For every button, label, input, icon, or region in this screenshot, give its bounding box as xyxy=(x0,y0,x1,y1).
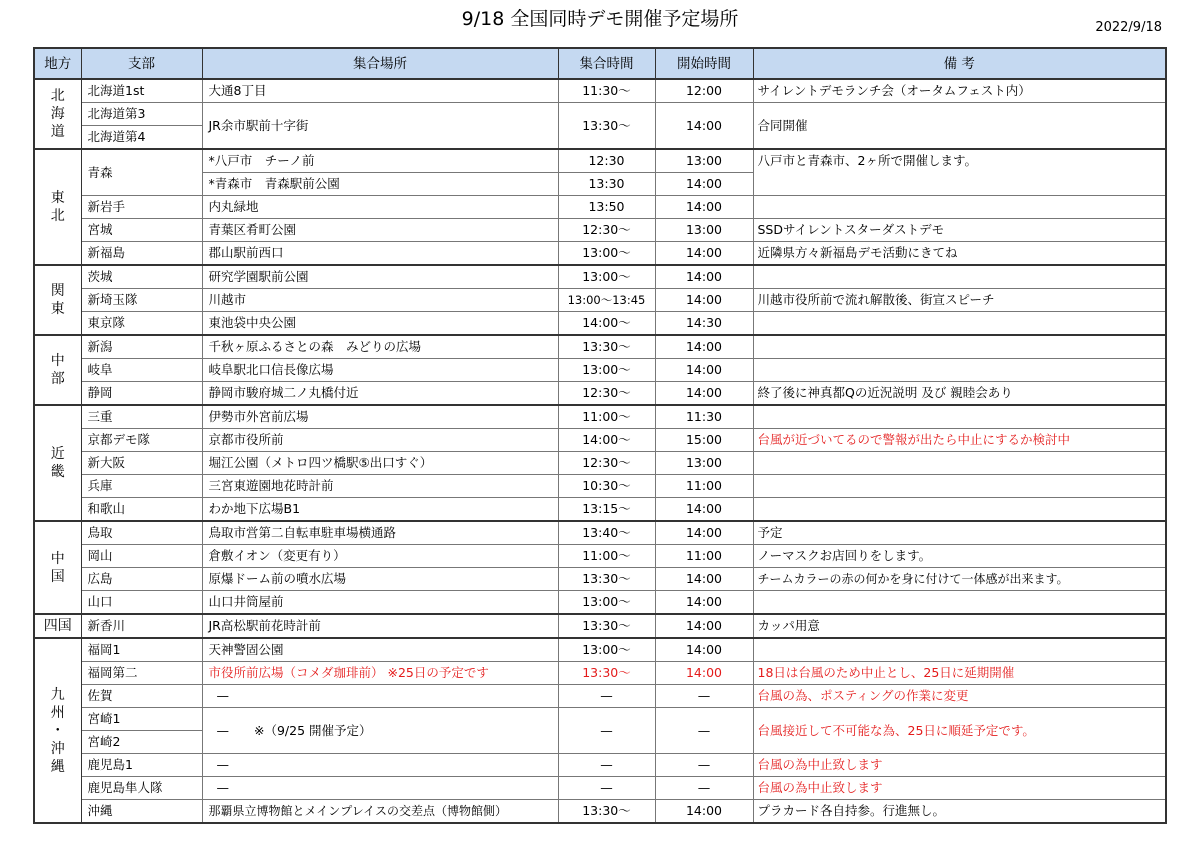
place-cell: 岐阜駅北口信長像広場 xyxy=(202,359,558,382)
branch-cell: 静岡 xyxy=(81,382,202,406)
branch-cell: 新潟 xyxy=(81,335,202,359)
place-cell: わか地下広場B1 xyxy=(202,498,558,522)
note-cell: 台風が近づいてるので警報が出たら中止にするか検討中 xyxy=(753,429,1166,452)
start-time-cell: 13:00 xyxy=(655,149,753,173)
gather-time-cell: 13:40〜 xyxy=(558,521,655,545)
branch-cell: 山口 xyxy=(81,591,202,615)
start-time-cell: 14:00 xyxy=(655,591,753,615)
place-cell: — xyxy=(202,777,558,800)
start-time-cell: 11:00 xyxy=(655,475,753,498)
table-header-row xyxy=(34,48,1166,79)
place-cell: 堀江公園（メトロ四ツ橋駅⑤出口すぐ） xyxy=(202,452,558,475)
place-cell: 東池袋中央公園 xyxy=(202,312,558,336)
place-cell: 那覇県立博物館とメインプレイスの交差点（博物館側） xyxy=(202,800,558,824)
table-row xyxy=(34,103,1166,126)
place-cell: 川越市 xyxy=(202,289,558,312)
place-cell: 研究学園駅前公園 xyxy=(202,265,558,289)
start-time-cell: 14:00 xyxy=(655,382,753,406)
gather-time-cell: — xyxy=(558,754,655,777)
document-date: 2022/9/18 xyxy=(1095,20,1162,35)
table-row xyxy=(34,568,1166,591)
branch-cell: 青森 xyxy=(81,149,202,196)
place-cell: 大通8丁目 xyxy=(202,79,558,103)
gather-time-cell: 13:30〜 xyxy=(558,335,655,359)
table-row xyxy=(34,405,1166,429)
region-kyushu-okinawa: 九 州 ・ 沖 縄 xyxy=(34,638,81,823)
table-row xyxy=(34,312,1166,336)
branch-cell: 沖縄 xyxy=(81,800,202,824)
place-cell: 伊勢市外宮前広場 xyxy=(202,405,558,429)
start-time-cell: 13:00 xyxy=(655,452,753,475)
branch-cell: 岡山 xyxy=(81,545,202,568)
start-time-cell: — xyxy=(655,685,753,708)
branch-cell: 北海道第4 xyxy=(81,126,202,150)
branch-cell: 茨城 xyxy=(81,265,202,289)
table-row xyxy=(34,359,1166,382)
table-row xyxy=(34,800,1166,824)
table-row xyxy=(34,382,1166,406)
start-time-cell: 14:00 xyxy=(655,242,753,266)
table-row xyxy=(34,149,1166,173)
place-cell: JR高松駅前花時計前 xyxy=(202,614,558,638)
start-time-cell: 14:00 xyxy=(655,662,753,685)
place-cell: *青森市 青森駅前公園 xyxy=(202,173,558,196)
branch-cell: 鹿児島1 xyxy=(81,754,202,777)
gather-time-cell: 11:30〜 xyxy=(558,79,655,103)
note-cell: 合同開催 xyxy=(753,103,1166,150)
gather-time-cell: — xyxy=(558,708,655,754)
column-header-place: 集合場所 xyxy=(202,48,558,79)
gather-time-cell: 13:00〜 xyxy=(558,638,655,662)
gather-time-cell: 11:00〜 xyxy=(558,405,655,429)
table-row xyxy=(34,662,1166,685)
note-cell xyxy=(753,475,1166,498)
note-cell xyxy=(753,405,1166,429)
branch-cell: 鳥取 xyxy=(81,521,202,545)
branch-cell: 和歌山 xyxy=(81,498,202,522)
gather-time-cell: — xyxy=(558,685,655,708)
start-time-cell: 14:00 xyxy=(655,196,753,219)
note-cell: 台風の為中止致します xyxy=(753,754,1166,777)
table-row xyxy=(34,498,1166,522)
start-time-cell: 12:00 xyxy=(655,79,753,103)
place-cell: 三宮東遊園地花時計前 xyxy=(202,475,558,498)
note-cell xyxy=(753,452,1166,475)
branch-cell: 佐賀 xyxy=(81,685,202,708)
start-time-cell: 14:00 xyxy=(655,498,753,522)
gather-time-cell: 13:50 xyxy=(558,196,655,219)
start-time-cell: 13:00 xyxy=(655,219,753,242)
table-row xyxy=(34,685,1166,708)
start-time-cell: 14:00 xyxy=(655,103,753,150)
gather-time-cell: 13:15〜 xyxy=(558,498,655,522)
table-row xyxy=(34,196,1166,219)
gather-time-cell: 12:30〜 xyxy=(558,382,655,406)
start-time-cell: 14:00 xyxy=(655,173,753,196)
place-cell: 倉敷イオン（変更有り） xyxy=(202,545,558,568)
branch-cell: 北海道1st xyxy=(81,79,202,103)
gather-time-cell: — xyxy=(558,777,655,800)
column-header-branch: 支部 xyxy=(81,48,202,79)
schedule-table xyxy=(33,47,1167,824)
branch-cell: 宮崎1 xyxy=(81,708,202,731)
branch-cell: 鹿児島隼人隊 xyxy=(81,777,202,800)
column-header-start-time: 開始時間 xyxy=(655,48,753,79)
gather-time-cell: 13:30 xyxy=(558,173,655,196)
start-time-cell: 14:00 xyxy=(655,568,753,591)
region-chugoku: 中 国 xyxy=(34,521,81,614)
table-row xyxy=(34,289,1166,312)
note-cell: 18日は台風のため中止とし、25日に延期開催 xyxy=(753,662,1166,685)
start-time-cell: 11:30 xyxy=(655,405,753,429)
region-tohoku: 東 北 xyxy=(34,149,81,265)
gather-time-cell: 13:30〜 xyxy=(558,568,655,591)
place-cell: 天神警固公園 xyxy=(202,638,558,662)
start-time-cell: 14:00 xyxy=(655,800,753,824)
note-cell xyxy=(753,591,1166,615)
table-row xyxy=(34,335,1166,359)
note-cell: サイレントデモランチ会（オータムフェスト内） xyxy=(753,79,1166,103)
place-cell: *八戸市 チーノ前 xyxy=(202,149,558,173)
branch-cell: 福岡1 xyxy=(81,638,202,662)
table-row xyxy=(34,591,1166,615)
table-row xyxy=(34,708,1166,731)
start-time-cell: 14:00 xyxy=(655,614,753,638)
place-cell: 青葉区肴町公園 xyxy=(202,219,558,242)
branch-cell: 東京隊 xyxy=(81,312,202,336)
table-row xyxy=(34,521,1166,545)
gather-time-cell: 14:00〜 xyxy=(558,312,655,336)
start-time-cell: 14:30 xyxy=(655,312,753,336)
gather-time-cell: 11:00〜 xyxy=(558,545,655,568)
table-row xyxy=(34,452,1166,475)
place-cell: 山口井筒屋前 xyxy=(202,591,558,615)
start-time-cell: 14:00 xyxy=(655,638,753,662)
place-cell: 鳥取市営第二自転車駐車場横通路 xyxy=(202,521,558,545)
region-kinki: 近 畿 xyxy=(34,405,81,521)
table-row xyxy=(34,777,1166,800)
start-time-cell: — xyxy=(655,754,753,777)
branch-cell: 北海道第3 xyxy=(81,103,202,126)
note-cell: ノーマスクお店回りをします。 xyxy=(753,545,1166,568)
gather-time-cell: 13:00〜 xyxy=(558,591,655,615)
table-row xyxy=(34,219,1166,242)
start-time-cell: 14:00 xyxy=(655,265,753,289)
note-cell: カッパ用意 xyxy=(753,614,1166,638)
branch-cell: 京都デモ隊 xyxy=(81,429,202,452)
table-row xyxy=(34,429,1166,452)
place-cell: — xyxy=(202,685,558,708)
place-cell: 内丸緑地 xyxy=(202,196,558,219)
region-hokkaido: 北 海 道 xyxy=(34,79,81,149)
region-kanto: 関 東 xyxy=(34,265,81,335)
branch-cell: 新埼玉隊 xyxy=(81,289,202,312)
note-cell: 台風の為中止致します xyxy=(753,777,1166,800)
page-title: 9/18 全国同時デモ開催予定場所 xyxy=(461,8,739,30)
note-cell xyxy=(753,312,1166,336)
start-time-cell: 14:00 xyxy=(655,359,753,382)
branch-cell: 宮城 xyxy=(81,219,202,242)
column-header-gather-time: 集合時間 xyxy=(558,48,655,79)
region-chubu: 中 部 xyxy=(34,335,81,405)
branch-cell: 宮崎2 xyxy=(81,731,202,754)
branch-cell: 兵庫 xyxy=(81,475,202,498)
place-cell: JR余市駅前十字街 xyxy=(202,103,558,150)
branch-cell: 広島 xyxy=(81,568,202,591)
start-time-cell: 14:00 xyxy=(655,335,753,359)
note-cell: 台風の為、ポスティングの作業に変更 xyxy=(753,685,1166,708)
column-header-note: 備 考 xyxy=(753,48,1166,79)
branch-cell: 新岩手 xyxy=(81,196,202,219)
note-cell: 近隣県方々新福島デモ活動にきてね xyxy=(753,242,1166,266)
note-cell xyxy=(753,359,1166,382)
table-row xyxy=(34,614,1166,638)
start-time-cell: 14:00 xyxy=(655,289,753,312)
note-cell: 八戸市と青森市、2ヶ所で開催します。 xyxy=(753,149,1166,196)
table-row xyxy=(34,265,1166,289)
table-row xyxy=(34,475,1166,498)
table-row xyxy=(34,79,1166,103)
note-cell xyxy=(753,265,1166,289)
start-time-cell: — xyxy=(655,777,753,800)
start-time-cell: 14:00 xyxy=(655,521,753,545)
start-time-cell: — xyxy=(655,708,753,754)
table-row xyxy=(34,242,1166,266)
gather-time-cell: 13:30〜 xyxy=(558,800,655,824)
place-cell: — ※（9/25 開催予定） xyxy=(202,708,558,754)
note-cell xyxy=(753,335,1166,359)
branch-cell: 新香川 xyxy=(81,614,202,638)
gather-time-cell: 13:00〜13:45 xyxy=(558,289,655,312)
table-row xyxy=(34,638,1166,662)
note-cell: プラカード各自持参。行進無し。 xyxy=(753,800,1166,824)
table-row xyxy=(34,545,1166,568)
region-shikoku: 四国 xyxy=(34,614,81,638)
note-cell: 台風接近して不可能な為、25日に順延予定です。 xyxy=(753,708,1166,754)
gather-time-cell: 13:30〜 xyxy=(558,662,655,685)
gather-time-cell: 14:00〜 xyxy=(558,429,655,452)
start-time-cell: 11:00 xyxy=(655,545,753,568)
gather-time-cell: 12:30 xyxy=(558,149,655,173)
place-cell: 市役所前広場（コメダ珈琲前） ※25日の予定です xyxy=(202,662,558,685)
gather-time-cell: 13:30〜 xyxy=(558,103,655,150)
place-cell: 千秋ヶ原ふるさとの森 みどりの広場 xyxy=(202,335,558,359)
column-header-region: 地方 xyxy=(34,48,81,79)
note-cell xyxy=(753,498,1166,522)
place-cell: 原爆ドーム前の噴水広場 xyxy=(202,568,558,591)
note-cell: SSDサイレントスターダストデモ xyxy=(753,219,1166,242)
gather-time-cell: 12:30〜 xyxy=(558,219,655,242)
gather-time-cell: 13:00〜 xyxy=(558,265,655,289)
note-cell xyxy=(753,196,1166,219)
note-cell: 川越市役所前で流れ解散後、街宣スピーチ xyxy=(753,289,1166,312)
branch-cell: 三重 xyxy=(81,405,202,429)
note-cell: チームカラーの赤の何かを身に付けて一体感が出来ます。 xyxy=(753,568,1166,591)
branch-cell: 福岡第二 xyxy=(81,662,202,685)
gather-time-cell: 13:00〜 xyxy=(558,242,655,266)
place-cell: 静岡市駿府城二ノ丸橋付近 xyxy=(202,382,558,406)
start-time-cell: 15:00 xyxy=(655,429,753,452)
gather-time-cell: 13:00〜 xyxy=(558,359,655,382)
place-cell: — xyxy=(202,754,558,777)
table-row xyxy=(34,754,1166,777)
place-cell: 郡山駅前西口 xyxy=(202,242,558,266)
gather-time-cell: 10:30〜 xyxy=(558,475,655,498)
note-cell: 終了後に神真都Qの近況説明 及び 親睦会あり xyxy=(753,382,1166,406)
place-cell: 京都市役所前 xyxy=(202,429,558,452)
note-cell xyxy=(753,638,1166,662)
gather-time-cell: 13:30〜 xyxy=(558,614,655,638)
note-cell: 予定 xyxy=(753,521,1166,545)
gather-time-cell: 12:30〜 xyxy=(558,452,655,475)
branch-cell: 新福島 xyxy=(81,242,202,266)
branch-cell: 岐阜 xyxy=(81,359,202,382)
branch-cell: 新大阪 xyxy=(81,452,202,475)
